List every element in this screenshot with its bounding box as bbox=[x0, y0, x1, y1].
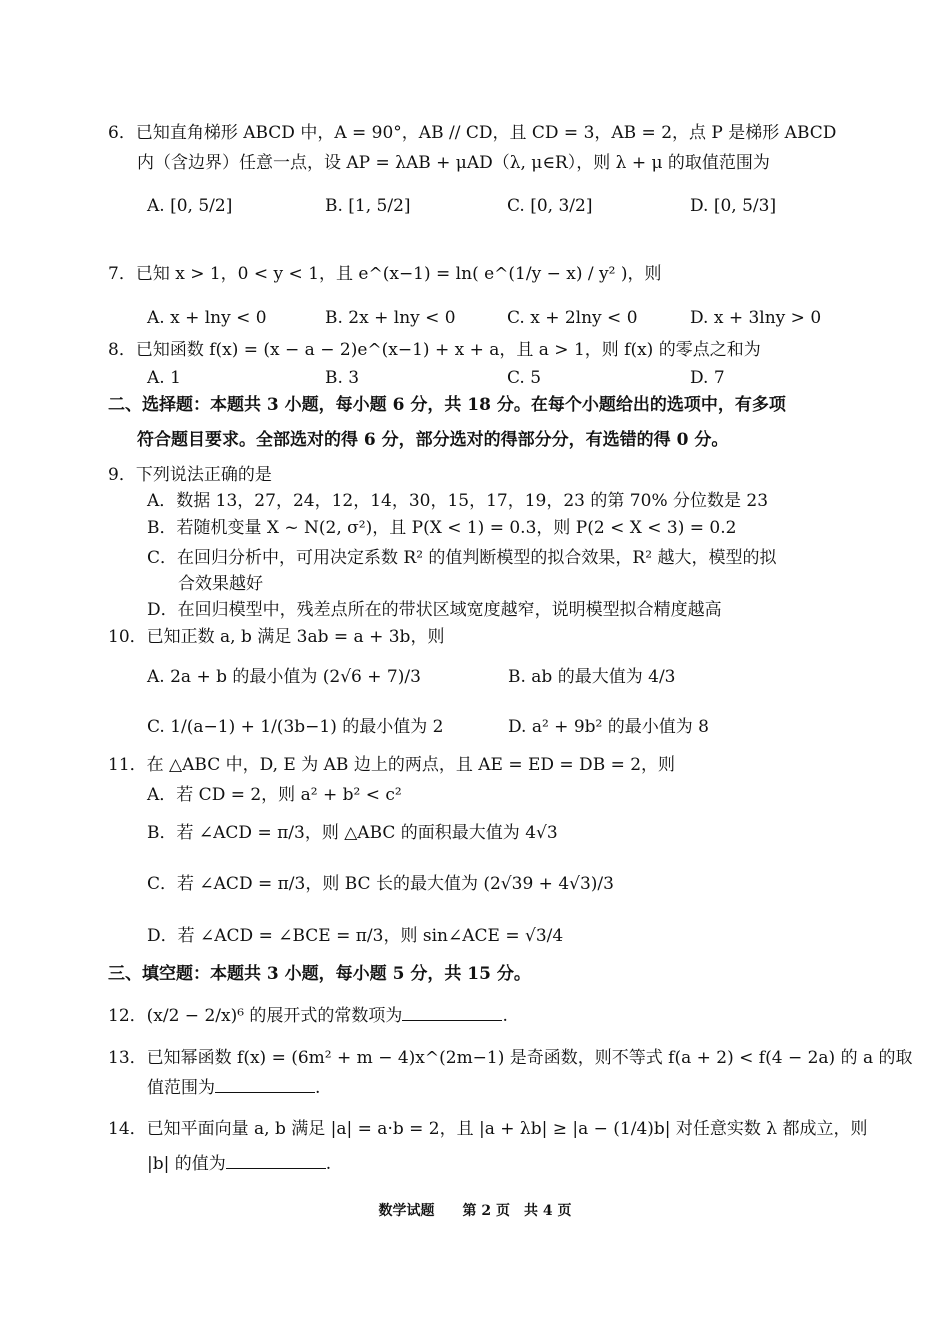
section3-heading: 三、填空题：本题共 3 小题，每小题 5 分，共 15 分。 bbox=[108, 964, 531, 984]
section2-heading-line1: 二、选择题：本题共 3 小题，每小题 6 分，共 18 分。在每个小题给出的选项中，有多项 bbox=[108, 395, 786, 415]
q10-stem: 10．已知正数 a, b 满足 3ab = a + 3b，则 bbox=[108, 627, 445, 647]
q9-option-a: A．数据 13，27，24，12，14，30，15，17，19，23 的第 70% 分位数是 23 bbox=[147, 491, 769, 511]
q11-option-b: B．若 ∠ACD = π/3，则 △ABC 的面积最大值为 4√3 bbox=[147, 823, 558, 843]
q7-option-c: C. x + 2lny < 0 bbox=[507, 308, 638, 328]
q11-option-c: C．若 ∠ACD = π/3，则 BC 长的最大值为 (2√39 + 4√3)/3 bbox=[147, 874, 614, 894]
q14-stem-line2: |b| 的值为 . bbox=[147, 1154, 332, 1174]
q10-option-d: D. a² + 9b² 的最小值为 8 bbox=[508, 717, 709, 737]
q7-option-b: B. 2x + lny < 0 bbox=[325, 308, 456, 328]
q12-text: 12．(x/2 − 2/x)⁶ 的展开式的常数项为 bbox=[108, 1006, 403, 1026]
q9-stem: 9．下列说法正确的是 bbox=[108, 465, 272, 485]
q10-option-c: C. 1/(a−1) + 1/(3b−1) 的最小值为 2 bbox=[147, 717, 444, 737]
q11-option-d: D．若 ∠ACD = ∠BCE = π/3，则 sin∠ACE = √3/4 bbox=[147, 926, 564, 946]
q8-option-a: A. 1 bbox=[147, 368, 181, 388]
q8-stem: 8．已知函数 f(x) = (x − a − 2)e^(x−1) + x + a，且 a > 1，则 f(x) 的零点之和为 bbox=[108, 340, 761, 360]
page-footer: 数学试题 第 2 页 共 4 页 bbox=[378, 1203, 572, 1219]
q12-answer-blank[interactable] bbox=[402, 1004, 502, 1021]
q7-stem: 7．已知 x > 1，0 < y < 1，且 e^(x−1) = ln( e^(1/y − x) / y² )，则 bbox=[108, 264, 662, 284]
q13-stem-line1: 13．已知幂函数 f(x) = (6m² + m − 4)x^(2m−1) 是奇函数，则不等式 f(a + 2) < f(4 − 2a) 的 a 的取 bbox=[108, 1048, 913, 1068]
q11-option-a: A．若 CD = 2，则 a² + b² < c² bbox=[147, 785, 402, 805]
q7-option-d: D. x + 3lny > 0 bbox=[690, 308, 822, 328]
q6-option-d: D. [0, 5/3] bbox=[690, 196, 777, 216]
q6-option-c: C. [0, 3/2] bbox=[507, 196, 593, 216]
q13-stem-line2: 值范围为 . bbox=[147, 1078, 321, 1098]
q13-line2-text: 值范围为 bbox=[147, 1078, 215, 1098]
q11-stem: 11．在 △ABC 中，D, E 为 AB 边上的两点，且 AE = ED = DB = 2，则 bbox=[108, 755, 676, 775]
q9-option-d: D．在回归模型中，残差点所在的带状区域宽度越窄，说明模型拟合精度越高 bbox=[147, 600, 722, 620]
q8-option-b: B. 3 bbox=[325, 368, 360, 388]
q8-option-d: D. 7 bbox=[690, 368, 725, 388]
q7-option-a: A. x + lny < 0 bbox=[147, 308, 267, 328]
q10-option-b: B. ab 的最大值为 4/3 bbox=[508, 667, 676, 687]
q14-answer-blank[interactable] bbox=[226, 1152, 326, 1169]
section2-heading-line2: 符合题目要求。全部选对的得 6 分，部分选对的得部分分，有选错的得 0 分。 bbox=[137, 430, 729, 450]
q9-option-b: B．若随机变量 X ~ N(2, σ²)，且 P(X < 1) = 0.3，则 P(2 < X < 3) = 0.2 bbox=[147, 518, 737, 538]
q13-answer-blank[interactable] bbox=[215, 1076, 315, 1093]
q10-option-a: A. 2a + b 的最小值为 (2√6 + 7)/3 bbox=[147, 667, 421, 687]
q12-stem: 12．(x/2 − 2/x)⁶ 的展开式的常数项为 . bbox=[108, 1006, 508, 1026]
q9-option-c-line2: 合效果越好 bbox=[178, 574, 263, 594]
q9-option-c-line1: C．在回归分析中，可用决定系数 R² 的值判断模型的拟合效果，R² 越大，模型的拟 bbox=[147, 548, 777, 568]
q6-stem-line1: 6．已知直角梯形 ABCD 中，A = 90°，AB // CD，且 CD = 3，AB = 2，点 P 是梯形 ABCD bbox=[108, 123, 837, 143]
q6-stem-line2: 内（含边界）任意一点，设 AP = λAB + μAD（λ, μ∈R），则 λ + μ 的取值范围为 bbox=[137, 153, 770, 173]
q14-stem-line1: 14．已知平面向量 a, b 满足 |a| = a·b = 2，且 |a + λb| ≥ |a − (1/4)b| 对任意实数 λ 都成立，则 bbox=[108, 1119, 868, 1139]
q8-option-c: C. 5 bbox=[507, 368, 542, 388]
q14-line2-text: |b| 的值为 bbox=[147, 1154, 226, 1174]
q6-option-b: B. [1, 5/2] bbox=[325, 196, 411, 216]
q6-option-a: A. [0, 5/2] bbox=[147, 196, 233, 216]
